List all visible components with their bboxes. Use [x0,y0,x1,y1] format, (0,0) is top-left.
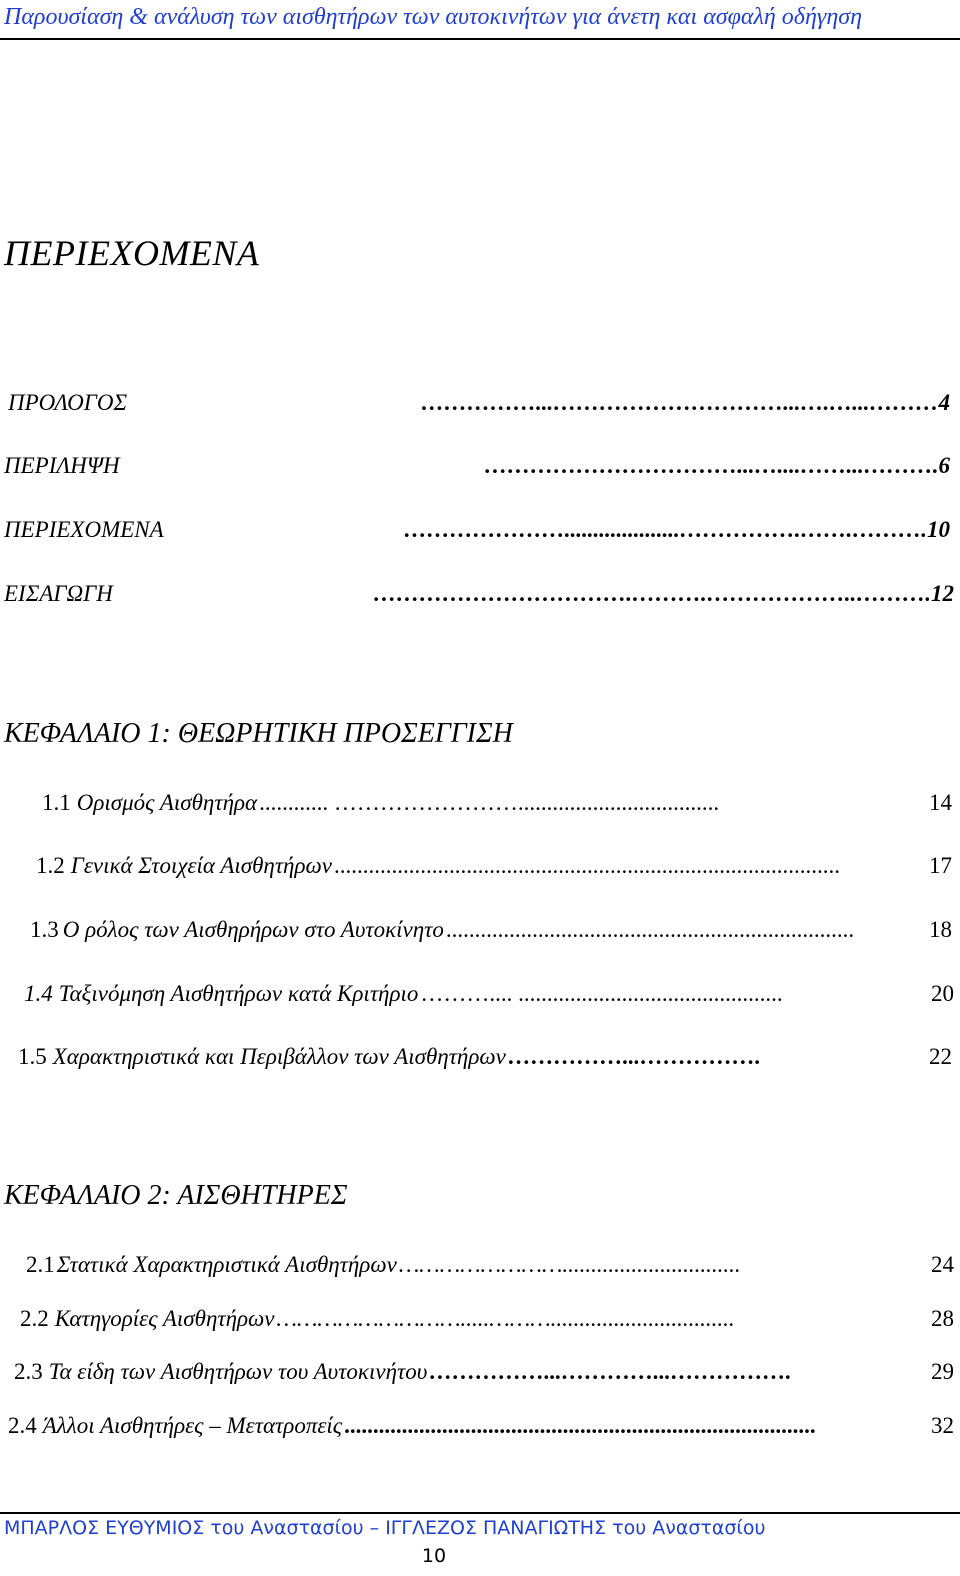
toc-entry-leader: ……………...……………. [507,1044,761,1069]
toc-entry-label: ΠΕΡΙΕΧΟΜΕΝΑ [4,517,164,542]
toc-entry-1-4[interactable] [24,981,954,1013]
footer-rule [0,1512,960,1514]
toc-entry-leader: ……………...…………………………...….…...………4 [421,390,950,415]
toc-entry-number: 1.1 [42,790,71,815]
toc-entry-number: 1.3 [30,917,59,942]
toc-entry-number: 2.2 [20,1306,49,1331]
toc-entry-number: 1.5 [18,1044,47,1069]
toc-entry-leader: ……………………….....………................................ [276,1306,735,1331]
toc-entry-label: Γενικά Στοιχεία Αισθητήρων [70,853,332,878]
toc-entry-leader: …………………....................…………….…….……….10 [403,517,950,542]
toc-entry-summary[interactable] [4,453,952,485]
toc-entry-2-3[interactable] [14,1359,954,1391]
toc-entry-page: 32 [931,1413,954,1438]
toc-entry-2-4[interactable] [8,1413,954,1445]
toc-entry-number: 1.2 [36,853,65,878]
toc-entry-prologue[interactable] [8,390,952,422]
header-rule [0,38,960,40]
toc-entry-label: Κατηγορίες Αισθητήρων [54,1306,275,1331]
toc-entry-label: Χαρακτηριστικά και Περιβάλλον των Αισθητήρων [52,1044,506,1069]
toc-entry-leader: ……………...…………...……………. [429,1359,792,1384]
toc-entry-label: Ταξινόμηση Αισθητήρων κατά Κριτήριο [58,981,419,1006]
toc-entry-number: 1.4 [24,981,53,1006]
toc-entry-2-2[interactable] [20,1306,954,1338]
toc-entry-1-3[interactable] [30,917,952,949]
toc-title: ΠΕΡΙΕΧΟΜΕΝΑ [4,233,260,273]
toc-entry-leader: ............ ……………………................................... [259,790,720,815]
toc-entry-leader: …………………………….……….………………..……….12 [373,581,954,606]
toc-entry-page: 28 [931,1306,954,1331]
toc-entry-leader: .................................................................................. [344,1413,816,1438]
toc-entry-2-1[interactable] [26,1252,954,1284]
toc-entry-label: ΕΙΣΑΓΩΓΗ [4,581,113,606]
toc-entry-number: 2.1 [26,1252,55,1277]
page-number: 10 [421,1545,447,1567]
toc-entry-contents[interactable] [4,517,952,549]
toc-entry-page: 18 [929,917,952,942]
chapter-2-heading: ΚΕΦΑΛΑΙΟ 2: ΑΙΣΘΗΤΗΡΕΣ [4,1180,348,1211]
toc-entry-page: 14 [929,790,952,815]
toc-entry-page: 20 [931,981,954,1006]
toc-entry-label: Άλλοι Αισθητήρες – Μετατροπείς [42,1413,343,1438]
toc-entry-label: Τα είδη των Αισθητήρων του Αυτοκινήτου [48,1359,428,1384]
toc-entry-number: 2.3 [14,1359,43,1384]
toc-entry-number: 2.4 [8,1413,37,1438]
chapter-1-heading: ΚΕΦΑΛΑΙΟ 1: ΘΕΩΡΗΤΙΚΗ ΠΡΟΣΕΓΓΙΣΗ [4,718,513,749]
toc-entry-1-2[interactable] [36,853,952,885]
toc-entry-page: 22 [929,1044,952,1069]
toc-entry-label: Ορισμός Αισθητήρα [76,790,258,815]
toc-entry-introduction[interactable] [4,581,956,613]
toc-entry-page: 29 [931,1359,954,1384]
toc-entry-leader: ....................................................................... [445,917,855,942]
toc-entry-page: 24 [931,1252,954,1277]
toc-entry-page: 17 [929,853,952,878]
toc-entry-1-1[interactable] [42,790,952,822]
toc-entry-leader: ........................................................................................ [333,853,840,878]
toc-entry-leader: ……………………………...…....……...……….6 [484,453,950,478]
toc-entry-label: ΠΡΟΛΟΓΟΣ [8,390,128,415]
toc-entry-leader: ……….... .............................................. [420,981,783,1006]
toc-entry-label: Ο ρόλος των Αισθηρήρων στο Αυτοκίνητο [62,917,444,942]
toc-entry-1-5[interactable] [18,1044,952,1076]
toc-entry-label: ΠΕΡΙΛΗΨΗ [4,453,120,478]
toc-entry-leader: ……………………............................... [398,1252,741,1277]
running-header: Παρουσίαση & ανάλυση των αισθητήρων των αυτοκινήτων για άνετη και ασφαλή οδήγηση [4,4,862,30]
footer-authors: ΜΠΑΡΛΟΣ ΕΥΘΥΜΙΟΣ του Αναστασίου – ΙΓΓΛΕΖΟΣ ΠΑΝΑΓΙΩΤΗΣ του Αναστασίου [4,1517,766,1539]
toc-entry-label: Στατικά Χαρακτηριστικά Αισθητήρων [56,1252,397,1277]
